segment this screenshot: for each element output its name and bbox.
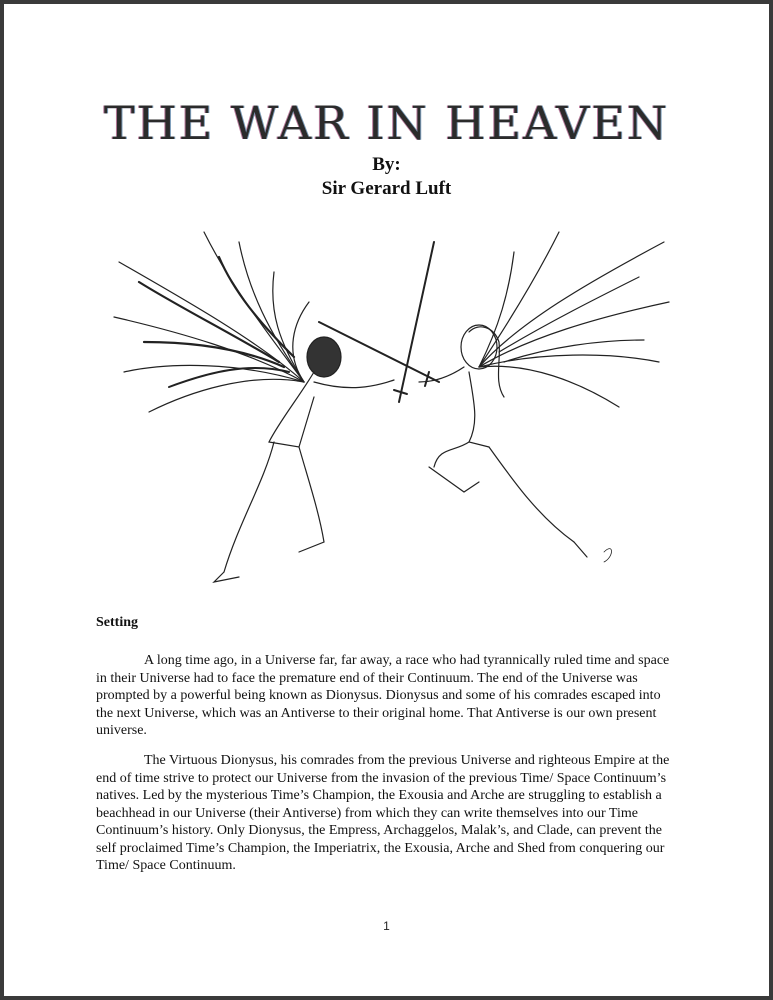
right-figure-drawing bbox=[419, 325, 612, 562]
byline-label: By: bbox=[372, 154, 401, 175]
document-title: THE WAR IN HEAVEN bbox=[103, 96, 670, 150]
sword-vertical bbox=[399, 242, 434, 402]
author-name: Sir Gerard Luft bbox=[321, 178, 452, 199]
angels-sword-fight-illustration bbox=[109, 222, 674, 587]
page-number: 1 bbox=[383, 919, 390, 933]
paragraph-1: A long time ago, in a Universe far, far away, a race who had tyrannically ruled time and space in their Universe had to face the premature end of their Continuum. The end of the Universe was prompted by a powerful being known as Dionysus. Dionysus and some of his comrades escaped into the next Universe, which was an Antiverse to their original home. That Antiverse is our own present universe. bbox=[96, 653, 670, 738]
section-heading: Setting bbox=[96, 615, 138, 630]
right-wing-drawing bbox=[479, 232, 669, 407]
left-wing-drawing bbox=[114, 232, 309, 412]
paragraph-2: The Virtuous Dionysus, his comrades from the previous Universe and righteous Empire at the end of time strive to protect our Universe from the invasion of the previous Time/ Space Continuum’s natives. Led by the mysterious Time’s Champion, the Exousia and Arche are struggling to establish a beachhead in our Universe (their Antiverse) from which they can write themselves into our Time Continuum’s history. Only Dionysus, the Empress, Archaggelos, Malak’s, and Clade, can prevent the self proclaimed Time’s Champion, the Imperiatrix, the Exousia, Arche and Shed from conquering our Time/ Space Continuum. bbox=[96, 753, 670, 873]
document-page bbox=[4, 4, 769, 996]
left-figure-drawing bbox=[214, 337, 394, 582]
